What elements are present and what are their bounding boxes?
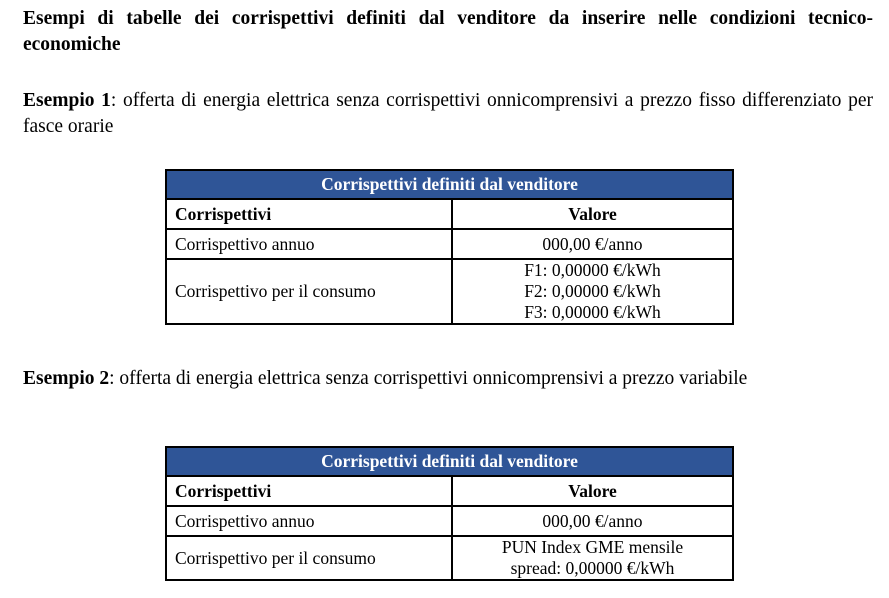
example-2-label: Esempio 2 — [23, 368, 110, 389]
example-1-label: Esempio 1 — [23, 90, 111, 111]
row-label: Corrispettivo per il consumo — [166, 259, 452, 324]
table-row — [166, 259, 733, 324]
table-row — [166, 506, 733, 536]
row-value — [452, 259, 733, 324]
table-row — [166, 229, 733, 259]
column-header-valore: Valore — [452, 199, 733, 229]
row-label: Corrispettivo per il consumo — [166, 536, 452, 580]
value-line-f3: F3: 0,00000 €/kWh — [524, 302, 661, 322]
example-2-fees-table — [165, 446, 734, 581]
column-header-corrispettivi: Corrispettivi — [166, 199, 452, 229]
value-line-spread: spread: 0,00000 €/kWh — [510, 558, 675, 578]
table-row — [166, 536, 733, 580]
value-line-f1: F1: 0,00000 €/kWh — [524, 260, 661, 280]
table-header: Corrispettivi definiti dal venditore — [166, 447, 733, 476]
column-header-valore: Valore — [452, 476, 733, 506]
example-1-fees-table — [165, 169, 734, 325]
value-line-pun-index: PUN Index GME mensile — [501, 537, 684, 557]
value-line-f2: F2: 0,00000 €/kWh — [524, 281, 661, 301]
row-value — [452, 536, 733, 580]
example-1-description — [23, 88, 873, 140]
row-value: 000,00 €/anno — [452, 506, 733, 536]
example-1-text: : offerta di energia elettrica senza corrispettivi onnicomprensivi a prezzo fisso differenziato per fasce orarie — [23, 90, 873, 137]
example-2-text: : offerta di energia elettrica senza corrispettivi onnicomprensivi a prezzo variabile — [109, 368, 748, 389]
row-label: Corrispettivo annuo — [166, 506, 452, 536]
example-2-description — [23, 366, 873, 392]
row-label: Corrispettivo annuo — [166, 229, 452, 259]
document-title: Esempi di tabelle dei corrispettivi definiti dal venditore da inserire nelle condizioni tecnico-economiche — [23, 8, 873, 55]
column-header-corrispettivi: Corrispettivi — [166, 476, 452, 506]
table-header: Corrispettivi definiti dal venditore — [166, 170, 733, 199]
row-value: 000,00 €/anno — [452, 229, 733, 259]
